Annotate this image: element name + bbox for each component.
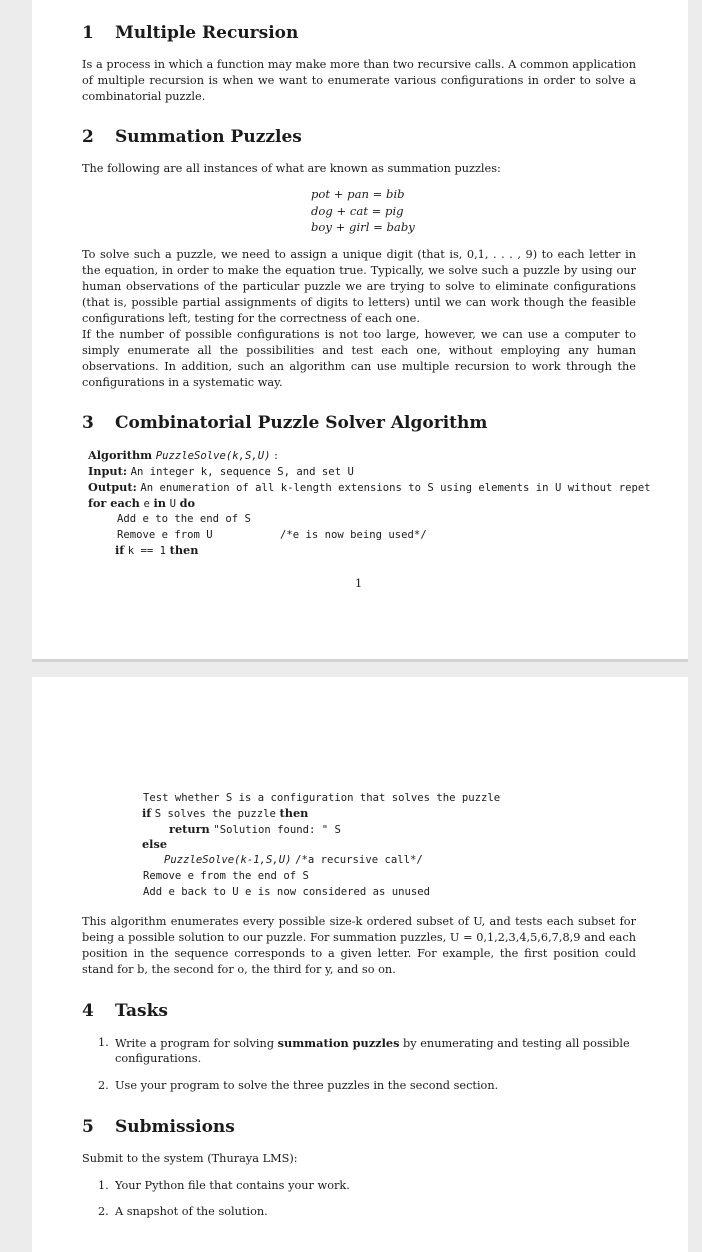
recurse-call: PuzzleSolve(k-1,S,U) (164, 854, 292, 866)
section-3-title: Combinatorial Puzzle Solver Algorithm (115, 413, 488, 433)
section-4-title: Tasks (115, 1001, 168, 1021)
output-label: Output: (88, 480, 137, 494)
section-4-number: 4 (82, 1001, 94, 1021)
in-keyword: in (153, 496, 166, 510)
input-text: An integer k, sequence S, and set U (130, 466, 354, 478)
task-1-text (115, 1035, 630, 1052)
task-1-post: by enumerating and testing all possible (399, 1037, 630, 1050)
algorithm-return-line (169, 821, 341, 838)
algorithm-name: PuzzleSolve(k,S,U) (155, 450, 271, 462)
task-1-number: 1. (98, 1036, 109, 1049)
task-1-pre: Write a program for solving (115, 1037, 278, 1050)
section-2-paragraph-2: If the number of possible configurations is not too large, however, we can use a computer to simply enumerate all the possibilities and test each one, without employing any human observations. In addition, such an algorithm can use multiple recursion to work through the configurations in a systematic way. (82, 328, 636, 389)
if2-keyword: if (142, 806, 152, 820)
page-divider (32, 659, 688, 662)
section-5-intro: Submit to the system (Thuraya LMS): (82, 1152, 298, 1165)
algorithm-header (88, 447, 278, 464)
algorithm-if-line (115, 542, 198, 559)
algorithm-if2-line (142, 805, 308, 822)
task-1-bold: summation puzzles (277, 1036, 400, 1050)
algorithm-remove-line: Remove e from U (117, 529, 213, 541)
after-algorithm-paragraph: This algorithm enumerates every possible size-k ordered subset of U, and tests each subset for being a possible solution to our puzzle. For summation puzzles, U = 0,1,2,3,4,5,6,7,8,9 and each position in the sequence corresponds to a given letter. For example, the first position could stand for b, the second for o, the third for y, and so on. (82, 915, 636, 976)
equation-3: boy + girl = baby (311, 220, 415, 234)
then-keyword: then (169, 543, 199, 557)
return-value: "Solution found: " S (213, 824, 341, 836)
algorithm-output (88, 479, 651, 496)
algorithm-keyword: Algorithm (88, 448, 153, 462)
if-keyword: if (115, 543, 125, 557)
algorithm-colon: : (274, 449, 278, 462)
algorithm-remove-comment: /*e is now being used*/ (280, 529, 427, 541)
then2-keyword: then (279, 806, 309, 820)
section-1-title: Multiple Recursion (115, 23, 299, 43)
algorithm-addback-line: Add e back to U e is now considered as unused (143, 886, 431, 898)
algorithm-recurse-line (164, 852, 423, 868)
algorithm-for-line (88, 495, 195, 512)
submission-1-number: 1. (98, 1179, 109, 1192)
submission-2-text: A snapshot of the solution. (115, 1205, 268, 1218)
recurse-comment: /*a recursive call*/ (295, 854, 423, 866)
task-2-text: Use your program to solve the three puzzles in the second section. (115, 1079, 499, 1092)
return-keyword: return (169, 822, 210, 836)
page-number: 1 (355, 577, 363, 590)
section-2-paragraph-1: To solve such a puzzle, we need to assign a unique digit (that is, 0,1, . . . , 9) to each letter in the equation, in order to make the equation true. Typically, we solve such a puzzle by using our human observations of the particular puzzle we are trying to solve to eliminate configurations (that is, possible partial assignments of digits to letters) until we can work though the feasible configurations left, testing for the correctness of each one. (82, 248, 636, 325)
equation-2: dog + cat = pig (311, 204, 404, 218)
for-set: U (169, 498, 176, 510)
for-keyword: for each (88, 496, 140, 510)
algorithm-input (88, 463, 354, 480)
algorithm-test-line: Test whether S is a configuration that solves the puzzle (143, 792, 501, 804)
section-3-number: 3 (82, 413, 94, 433)
input-label: Input: (88, 464, 127, 478)
if-condition: k == 1 (127, 545, 167, 557)
task-2-number: 2. (98, 1079, 109, 1092)
if2-condition: S solves the puzzle (154, 808, 276, 820)
section-2-number: 2 (82, 127, 94, 147)
submission-2-number: 2. (98, 1205, 109, 1218)
equation-1: pot + pan = bib (311, 187, 405, 201)
document-page-2 (32, 677, 688, 1252)
section-5-title: Submissions (115, 1117, 235, 1137)
algorithm-add-line: Add e to the end of S (117, 513, 251, 525)
section-2-title: Summation Puzzles (115, 127, 302, 147)
for-variable: e (143, 498, 150, 510)
task-1-continuation: configurations. (115, 1052, 202, 1065)
section-2-intro: The following are all instances of what are known as summation puzzles: (82, 162, 501, 175)
section-1-number: 1 (82, 23, 94, 43)
submission-1-text: Your Python file that contains your work. (115, 1179, 350, 1192)
output-text: An enumeration of all k-length extensions to S using elements in U without repet (140, 482, 651, 494)
section-1-text: Is a process in which a function may make more than two recursive calls. A common application of multiple recursion is when we want to enumerate various configurations in order to solve a combinatorial puzzle. (82, 58, 636, 103)
algorithm-remove-e-line: Remove e from the end of S (143, 870, 309, 882)
section-5-number: 5 (82, 1117, 94, 1137)
document-page-1 (32, 0, 688, 659)
do-keyword: do (179, 496, 195, 510)
else-keyword: else (142, 837, 168, 851)
